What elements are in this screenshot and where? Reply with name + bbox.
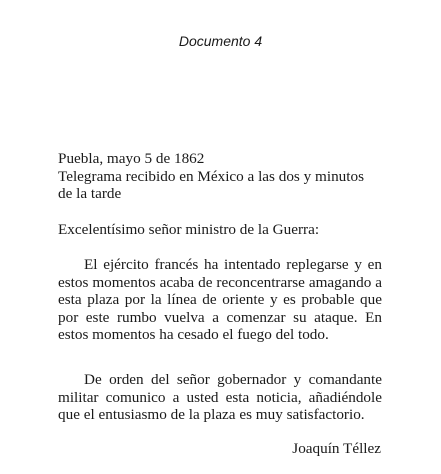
telegram-header xyxy=(58,150,382,203)
document-title: Documento 4 xyxy=(178,33,263,49)
body-paragraph-1: El ejército francés ha intentado replegarse y en estos momentos acaba de reconcentrarse amagando a esta plaza por la línea de oriente y es probable que por este rumbo vuelva a comenzar su ataque. En estos momentos ha cesado el fuego del todo. xyxy=(58,256,382,344)
signature: Joaquín Téllez xyxy=(292,440,381,457)
telegram-received-line: Telegrama recibido en México a las dos y minutos de la tarde xyxy=(58,167,364,203)
place-date: Puebla, mayo 5 de 1862 xyxy=(58,150,205,167)
salutation: Excelentísimo señor ministro de la Guerra: xyxy=(58,221,320,238)
body-paragraph-2: De orden del señor gobernador y comandante militar comunico a usted esta noticia, añadiéndole que el entusiasmo de la plaza es muy satisfactorio. xyxy=(58,371,382,424)
